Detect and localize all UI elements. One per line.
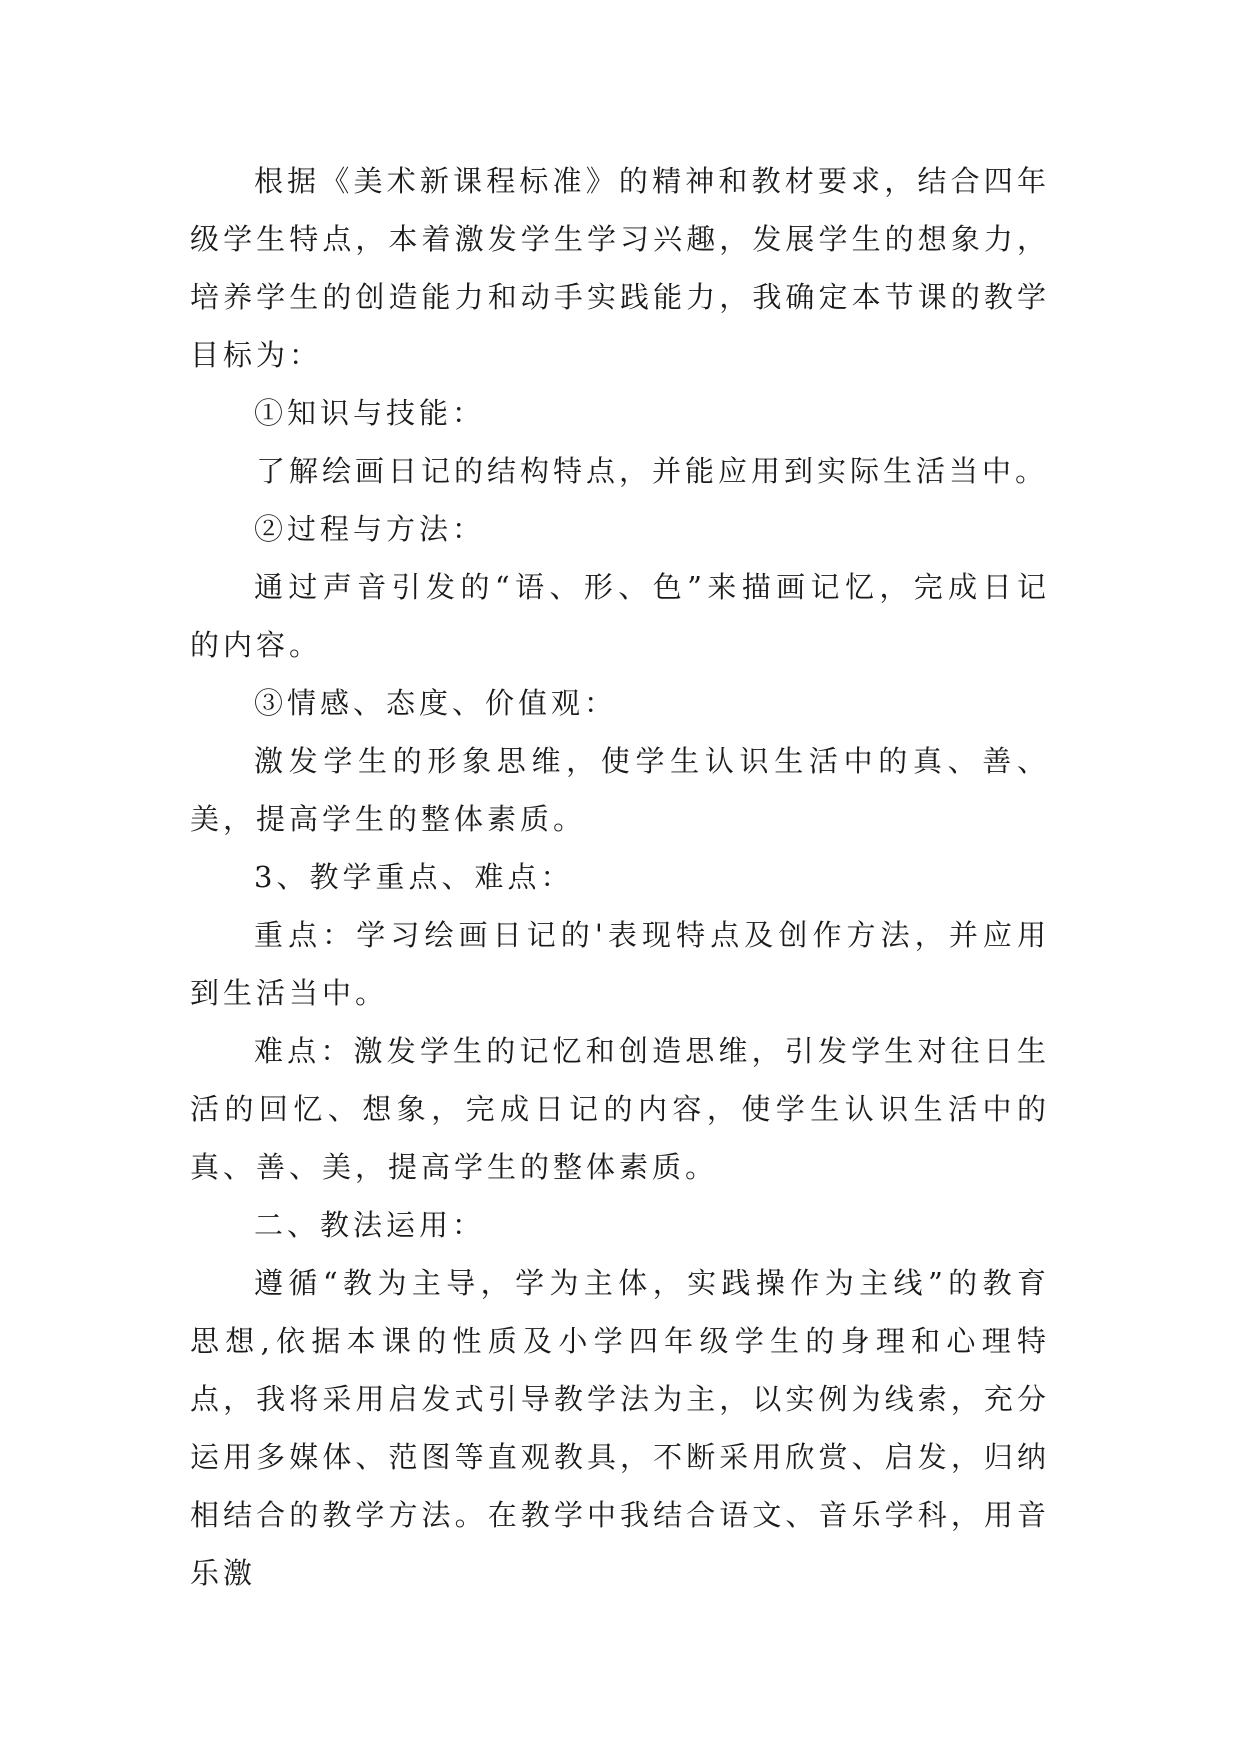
paragraph-key-point: 重点：学习绘画日记的'表现特点及创作方法，并应用到生活当中。 (190, 918, 1050, 1010)
heading-knowledge-skills: ①知识与技能： (254, 396, 486, 430)
heading-key-difficult-points: 3、教学重点、难点： (254, 860, 574, 894)
paragraph-knowledge-skills: 了解绘画日记的结构特点，并能应用到实际生活当中。 (256, 454, 1049, 488)
document-page (190, 152, 1050, 1602)
paragraph-emotion-values: 激发学生的形象思维，使学生认识生活中的真、善、美，提高学生的整体素质。 (190, 744, 1050, 836)
heading-emotion-values: ③情感、态度、价值观： (254, 686, 618, 720)
paragraph-process-method: 通过声音引发的“语、形、色”来描画记忆，完成日记的内容。 (190, 570, 1050, 662)
paragraph-difficult-point: 难点：激发学生的记忆和创造思维，引发学生对往日生活的回忆、想象，完成日记的内容，使学生认识生活中的真、善、美，提高学生的整体素质。 (190, 1034, 1050, 1184)
paragraph-intro: 根据《美术新课程标准》的精神和教材要求，结合四年级学生特点，本着激发学生学习兴趣，发展学生的想象力，培养学生的创造能力和动手实践能力，我确定本节课的教学目标为： (190, 164, 1050, 372)
paragraph-teaching-methods: 遵循“教为主导，学为主体，实践操作为主线”的教育思想,依据本课的性质及小学四年级学生的身理和心理特点，我将采用启发式引导教学法为主，以实例为线索，充分运用多媒体、范图等直观教具，不断采用欣赏、启发，归纳相结合的教学方法。在教学中我结合语文、音乐学科，用音乐激 (190, 1266, 1050, 1590)
heading-process-method: ②过程与方法： (254, 512, 486, 546)
heading-teaching-methods: 二、教法运用： (254, 1208, 486, 1242)
